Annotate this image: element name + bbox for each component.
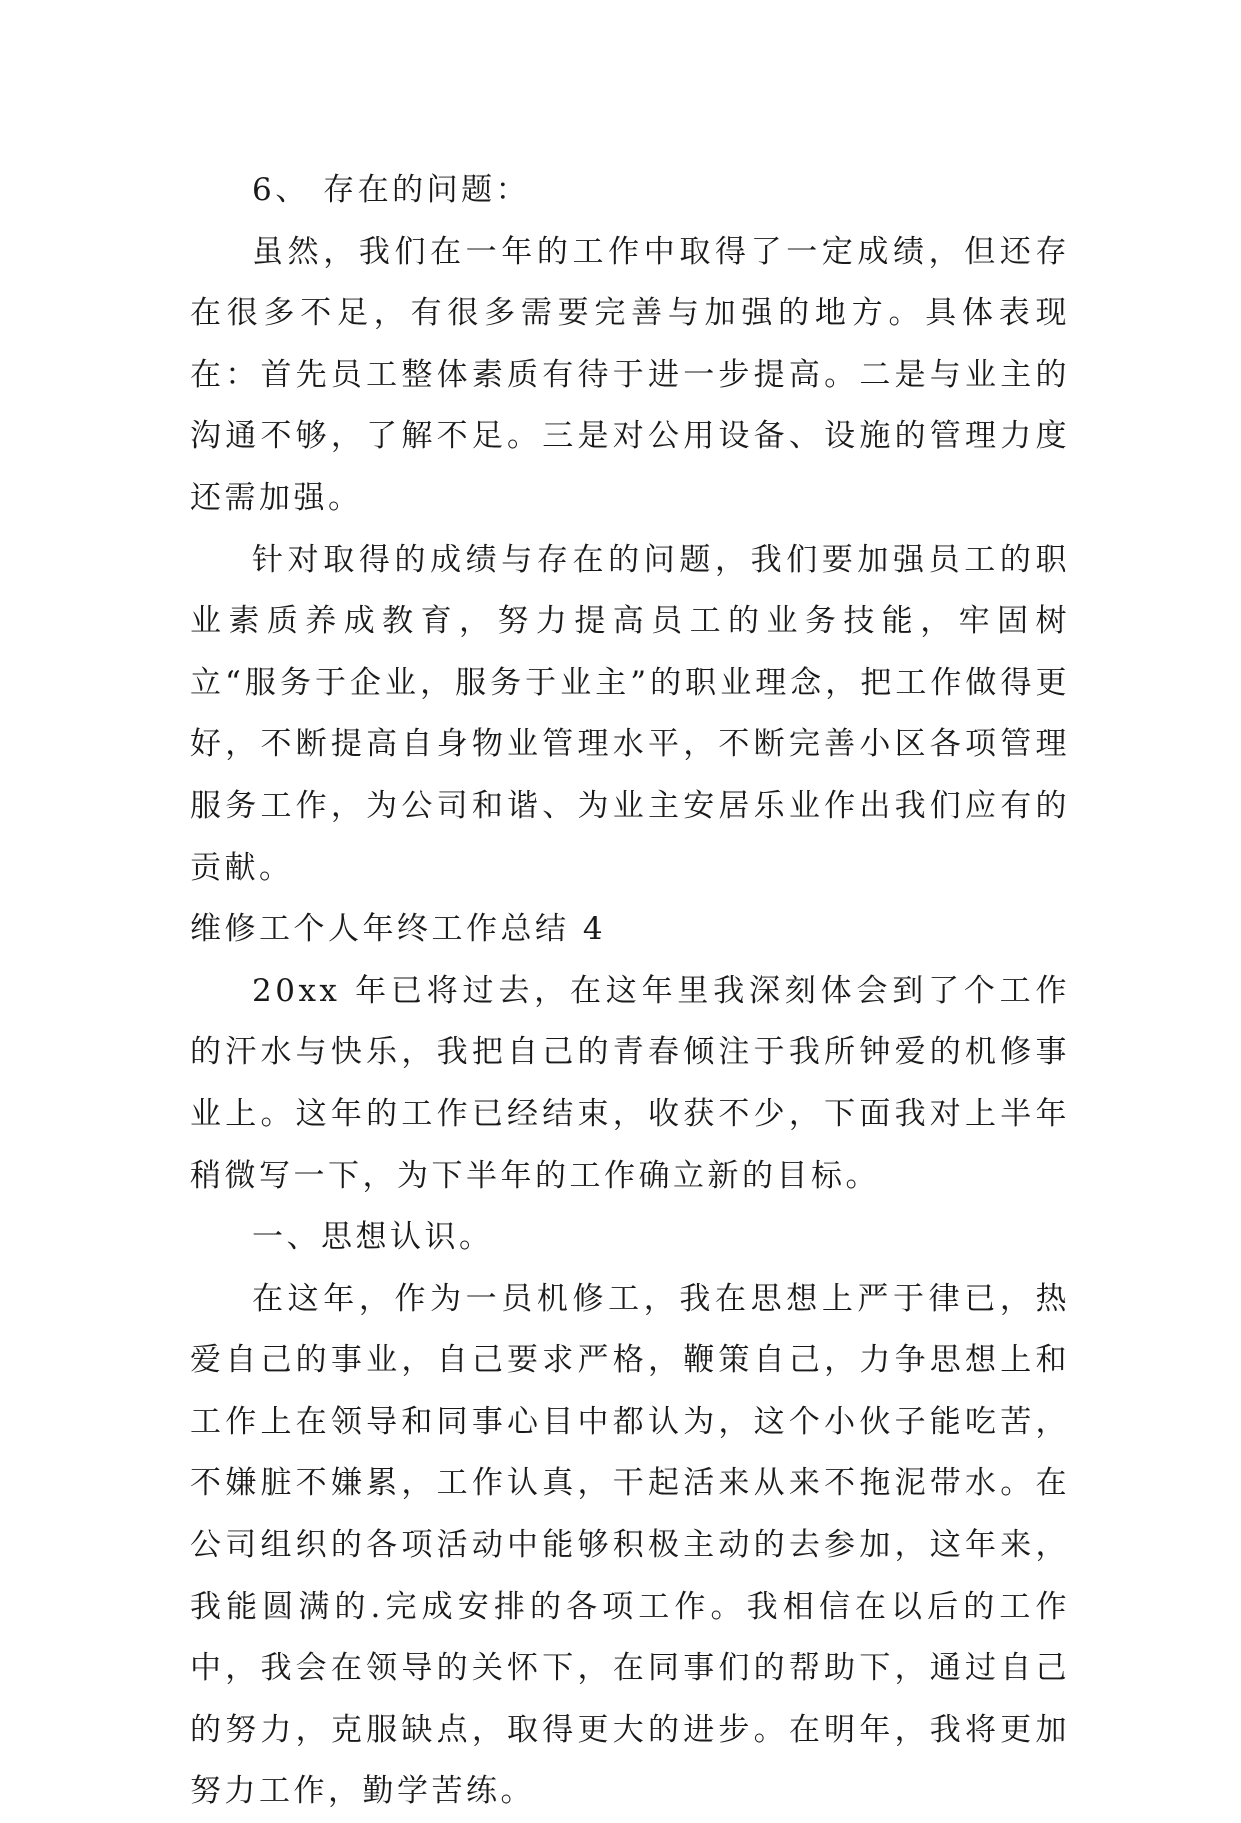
paragraph-intro: 20xx 年已将过去，在这年里我深刻体会到了个工作的汗水与快乐，我把自己的青春倾注于我所钟爱的机修事业上。这年的工作已经结束，收获不少，下面我对上半年稍微写一下，为下半年的工作确立新的目标。 [190, 972, 1070, 1194]
paragraph-problems: 虽然，我们在一年的工作中取得了一定成绩，但还存在很多不足，有很多需要完善与加强的地方。具体表现在：首先员工整体素质有待于进一步提高。二是与业主的沟通不够，了解不足。三是对公用设备、设施的管理力度还需加强。 [190, 233, 1070, 516]
paragraph-thinking: 在这年，作为一员机修工，我在思想上严于律已，热爱自己的事业，自己要求严格，鞭策自己，力争思想上和工作上在领导和同事心目中都认为，这个小伙子能吃苦，不嫌脏不嫌累，工作认真，干起活来从来不拖泥带水。在公司组织的各项活动中能够积极主动的去参加，这年来，我能圆满的.完成安排的各项工作。我相信在以后的工作中，我会在领导的关怀下，在同事们的帮助下，通过自己的努力，克服缺点，取得更大的进步。在明年，我将更加努力工作，勤学苦练。 [190, 1280, 1070, 1810]
section-heading-thinking: 一、思想认识。 [252, 1219, 494, 1256]
section-heading-problems: 6、 存在的问题： [252, 172, 531, 208]
paragraph-measures: 针对取得的成绩与存在的问题，我们要加强员工的职业素质养成教育，努力提高员工的业务技能，牢固树立“服务于企业，服务于业主”的职业理念，把工作做得更好，不断提高自身物业管理水平，不断完善小区各项管理服务工作，为公司和谐、为业主安居乐业作出我们应有的贡献。 [190, 541, 1070, 886]
article-title: 维修工个人年终工作总结 4 [190, 911, 607, 948]
document-body [190, 160, 1070, 1823]
